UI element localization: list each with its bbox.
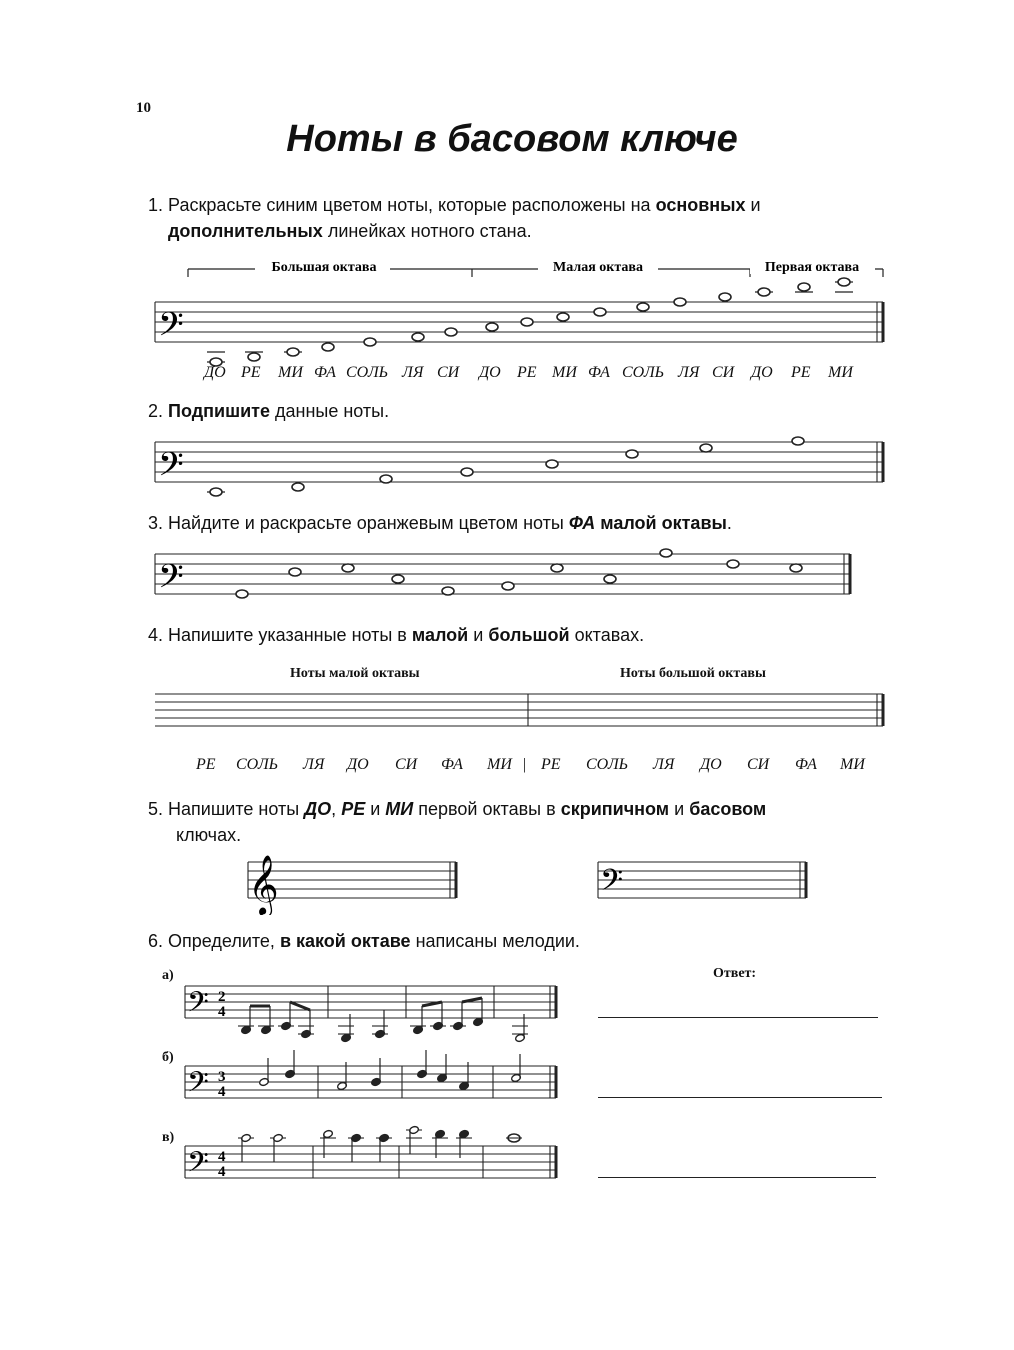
whole-note (236, 590, 248, 598)
whole-note (798, 283, 810, 291)
time-sig-c-bottom: 4 (218, 1164, 226, 1180)
task1-note-names: ДО РЕ МИ ФА СОЛЬ ЛЯ СИ ДО РЕ МИ ФА СОЛЬ ЛЯ СИ ДО РЕ МИ (204, 364, 853, 381)
label-great-octave: Ноты большой октавы (620, 666, 766, 681)
bass-clef-icon: 𝄢 (158, 306, 184, 352)
whole-note (445, 328, 457, 336)
whole-note (292, 483, 304, 491)
whole-note (700, 444, 712, 452)
whole-note (674, 298, 686, 306)
treble-clef-icon: 𝄞 (248, 855, 279, 915)
whole-note (412, 333, 424, 341)
whole-note (594, 308, 606, 316)
whole-note (604, 575, 616, 583)
whole-note (287, 348, 299, 356)
bass-clef-icon: 𝄢 (158, 558, 184, 604)
whole-note (380, 475, 392, 483)
bass-clef-icon: 𝄢 (187, 1146, 209, 1186)
whole-note (392, 575, 404, 583)
melody-b-label: б) (162, 1050, 174, 1065)
whole-note (758, 288, 770, 296)
time-sig-b-bottom: 4 (218, 1084, 226, 1100)
whole-note (289, 568, 301, 576)
octave-label-first: Первая октава (764, 260, 860, 275)
whole-note (637, 303, 649, 311)
task6-melodies (180, 968, 560, 1198)
time-sig-b-top: 3 (218, 1069, 226, 1085)
beam (422, 1002, 442, 1006)
beam (462, 998, 482, 1002)
page-number: 10 (136, 100, 151, 116)
whole-note (838, 278, 850, 286)
whole-note (719, 293, 731, 301)
whole-note (442, 587, 454, 595)
staff-task5-treble[interactable] (240, 850, 470, 915)
whole-note (342, 564, 354, 572)
staff-task2 (150, 420, 890, 500)
whole-note (546, 460, 558, 468)
task4-note-names: РЕ СОЛЬ ЛЯ ДО СИ ФА МИ | РЕ СОЛЬ ЛЯ ДО СИ ФА МИ (196, 756, 865, 773)
time-sig-a-bottom: 4 (218, 1004, 226, 1020)
bass-clef-icon: 𝄢 (187, 1066, 209, 1106)
answer-line-c[interactable] (598, 1177, 876, 1178)
label-small-octave: Ноты малой октавы (290, 666, 420, 681)
whole-note (461, 468, 473, 476)
staff-task4[interactable] (150, 690, 890, 740)
whole-note (364, 338, 376, 346)
whole-note (557, 313, 569, 321)
staff-task3 (150, 540, 890, 610)
bass-clef-icon: 𝄢 (187, 986, 209, 1026)
time-sig-a-top: 2 (218, 989, 226, 1005)
task1-text: 1. Раскрасьте синим цветом ноты, которые расположены на основных и дополнительных линейках нотного стана. (148, 195, 761, 241)
task5-text: 5. Напишите ноты ДО, РЕ и МИ первой октавы в скрипичном и басовом ключах. (148, 799, 767, 845)
whole-note (792, 437, 804, 445)
task2-notes (207, 437, 804, 496)
whole-note (210, 488, 222, 496)
melody-a-label: а) (162, 968, 174, 983)
task2-text: 2. Подпишите данные ноты. (148, 401, 390, 421)
bass-clef-icon: 𝄢 (600, 864, 624, 905)
octave-label-great: Большая октава (271, 260, 377, 275)
task4-text: 4. Напишите указанные ноты в малой и большой октавах. (148, 625, 645, 645)
octave-label-small: Малая октава (553, 260, 643, 275)
beam (290, 1002, 310, 1010)
whole-note (521, 318, 533, 326)
page-title: Ноты в басовом ключе (286, 118, 738, 160)
whole-note (322, 343, 334, 351)
answer-label: Ответ: (713, 966, 757, 981)
whole-note (551, 564, 563, 572)
task6-notes (238, 998, 528, 1162)
task3-text: 3. Найдите и раскрасьте оранжевым цветом ноты ФА малой октавы. (148, 513, 732, 533)
answer-line-b[interactable] (598, 1097, 882, 1098)
whole-note (502, 582, 514, 590)
bass-clef-icon: 𝄢 (158, 446, 184, 492)
staff-task5-bass[interactable] (592, 850, 822, 915)
answer-line-a[interactable] (598, 1017, 878, 1018)
whole-note (790, 564, 802, 572)
time-sig-c-top: 4 (218, 1149, 226, 1165)
whole-note (626, 450, 638, 458)
whole-note (727, 560, 739, 568)
whole-note (660, 549, 672, 557)
whole-note (248, 353, 260, 361)
whole-note (486, 323, 498, 331)
melody-c-label: в) (162, 1130, 175, 1145)
task6-text: 6. Определите, в какой октаве написаны мелодии. (148, 931, 580, 951)
